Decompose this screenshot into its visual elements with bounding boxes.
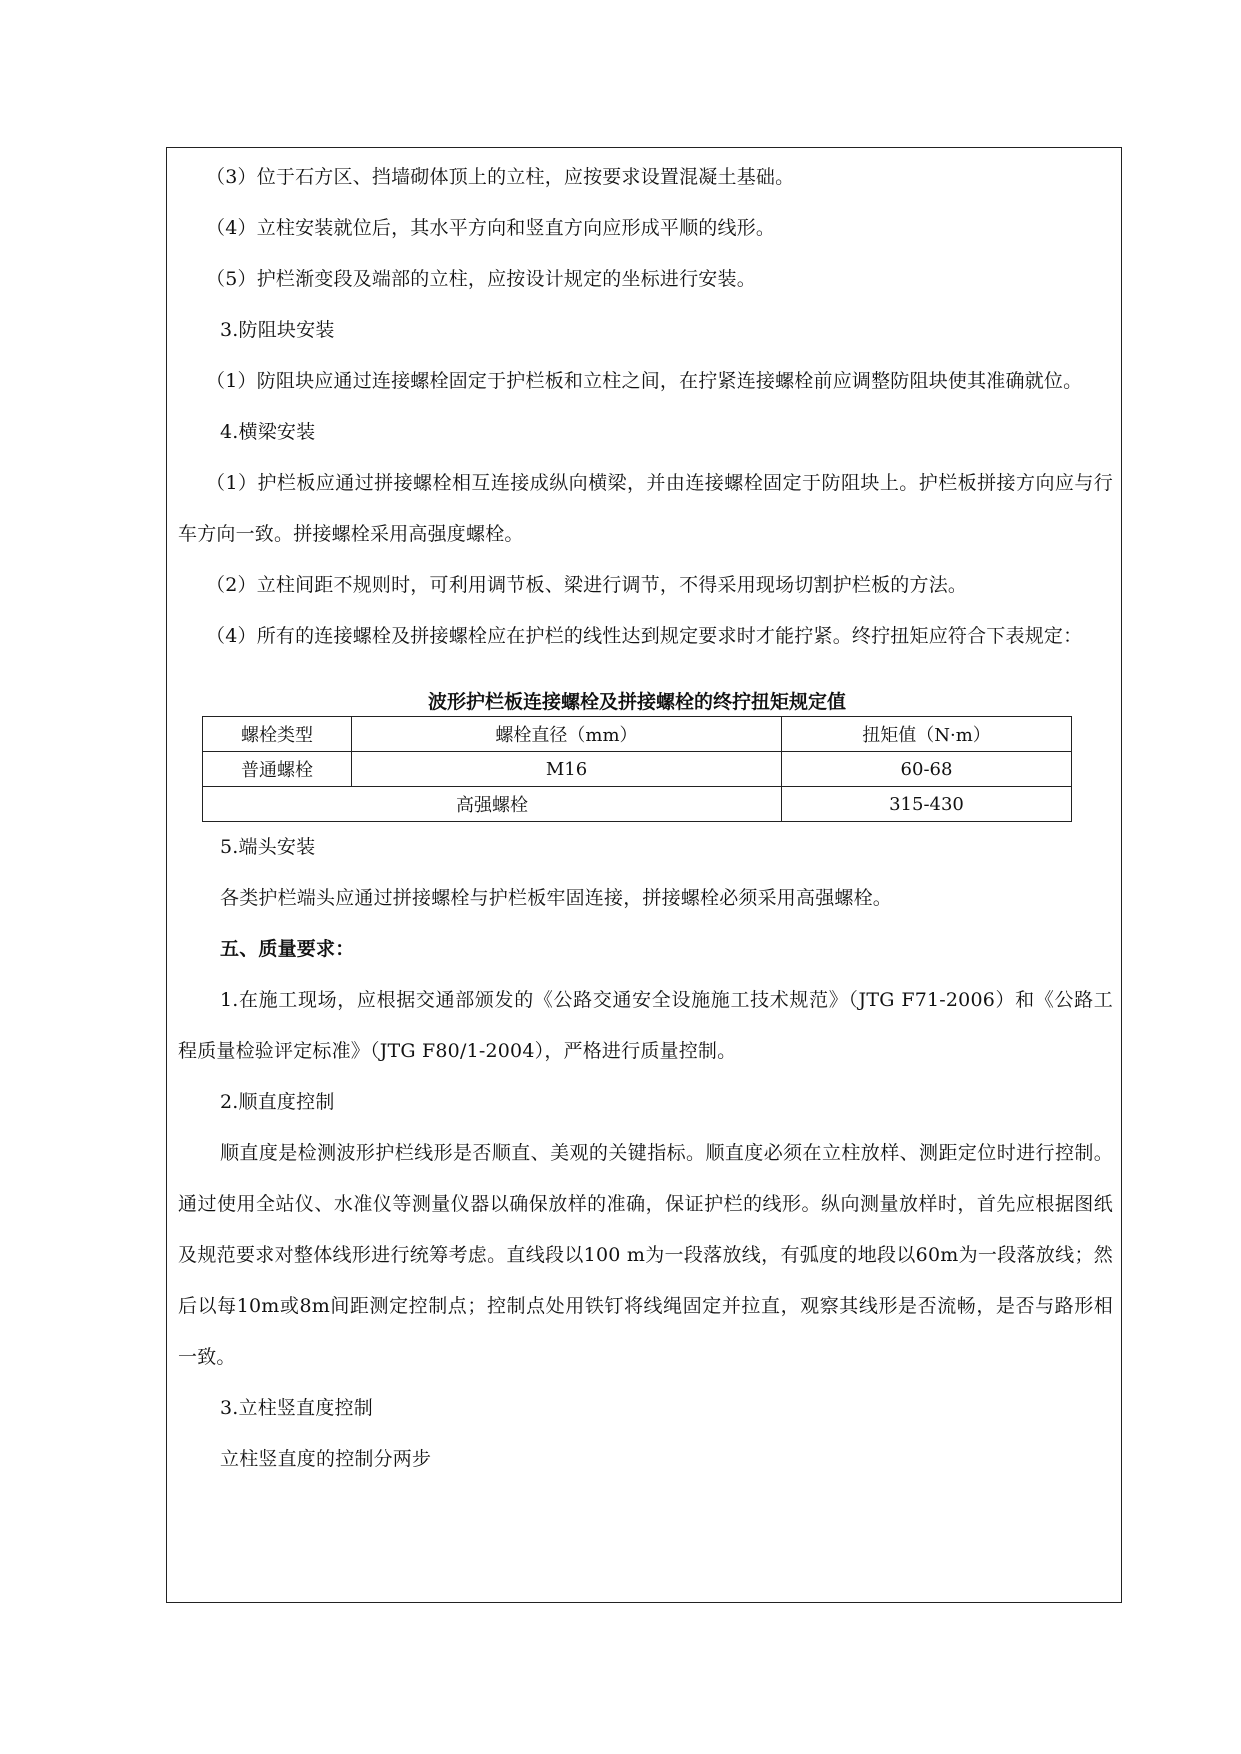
section-heading-quality: 五、质量要求： <box>220 938 355 960</box>
heading-straightness: 2.顺直度控制 <box>220 1091 335 1113</box>
heading-beam-installation: 4.横梁安装 <box>220 421 316 443</box>
heading-end-installation: 5.端头安装 <box>220 836 316 858</box>
paragraph-quality-standards: 1.在施工现场，应根据交通部颁发的《公路交通安全设施施工技术规范》（JTG F71-2006）和《公路工程质量检验评定标准》（JTG F80/1-2004），严格进行质量控制。 <box>178 989 1113 1062</box>
table-title: 波形护栏板连接螺栓及拼接螺栓的终拧扭矩规定值 <box>427 691 846 713</box>
paragraph-post-spacing: （2）立柱间距不规则时，可利用调节板、梁进行调节，不得采用现场切割护栏板的方法。 <box>206 574 968 596</box>
table-row <box>203 752 1072 787</box>
cell-bolt-type: 高强螺栓 <box>203 787 782 822</box>
paragraph-straightness: 顺直度是检测波形护栏线形是否顺直、美观的关键指标。顺直度必须在立柱放样、测距定位时进行控制。通过使用全站仪、水准仪等测量仪器以确保放样的准确，保证护栏的线形。纵向测量放样时，首先应根据图纸及规范要求对整体线形进行统筹考虑。直线段以100 m为一段落放线，有弧度的地段以60m为一段落放线；然后以每10m或8m间距测定控制点；控制点处用铁钉将线绳固定并拉直，观察其线形是否流畅，是否与路形相一致。 <box>178 1142 1113 1368</box>
heading-block-installation: 3.防阻块安装 <box>220 319 335 341</box>
paragraph-beam-connection: （1）护栏板应通过拼接螺栓相互连接成纵向横梁，并由连接螺栓固定于防阻块上。护栏板拼接方向应与行车方向一致。拼接螺栓采用高强度螺栓。 <box>178 472 1113 545</box>
header-bolt-diameter: 螺栓直径（mm） <box>352 717 782 752</box>
paragraph-post-coordinates: （5）护栏渐变段及端部的立柱，应按设计规定的坐标进行安装。 <box>206 268 756 290</box>
paragraph-post-alignment: （4）立柱安装就位后，其水平方向和竖直方向应形成平顺的线形。 <box>206 217 776 239</box>
table-row <box>203 787 1072 822</box>
header-bolt-type: 螺栓类型 <box>203 717 352 752</box>
document-body <box>178 152 1113 1485</box>
torque-table <box>202 716 1072 822</box>
heading-verticality: 3.立柱竖直度控制 <box>220 1397 373 1419</box>
paragraph-post-foundation: （3）位于石方区、挡墙砌体顶上的立柱，应按要求设置混凝土基础。 <box>206 166 795 188</box>
paragraph-block-fixing: （1）防阻块应通过连接螺栓固定于护栏板和立柱之间，在拧紧连接螺栓前应调整防阻块使其准确就位。 <box>206 370 1083 392</box>
cell-bolt-diameter: M16 <box>352 752 782 787</box>
cell-torque: 60-68 <box>782 752 1072 787</box>
cell-bolt-type: 普通螺栓 <box>203 752 352 787</box>
spacer <box>178 662 1113 688</box>
paragraph-end-connection: 各类护栏端头应通过拼接螺栓与护栏板牢固连接，拼接螺栓必须采用高强螺栓。 <box>220 887 893 909</box>
paragraph-verticality: 立柱竖直度的控制分两步 <box>220 1448 432 1470</box>
table-header-row <box>203 717 1072 752</box>
paragraph-bolt-torque: （4）所有的连接螺栓及拼接螺栓应在护栏的线性达到规定要求时才能拧紧。终拧扭矩应符合下表规定： <box>206 625 1083 647</box>
cell-torque: 315-430 <box>782 787 1072 822</box>
header-torque: 扭矩值（N·m） <box>782 717 1072 752</box>
